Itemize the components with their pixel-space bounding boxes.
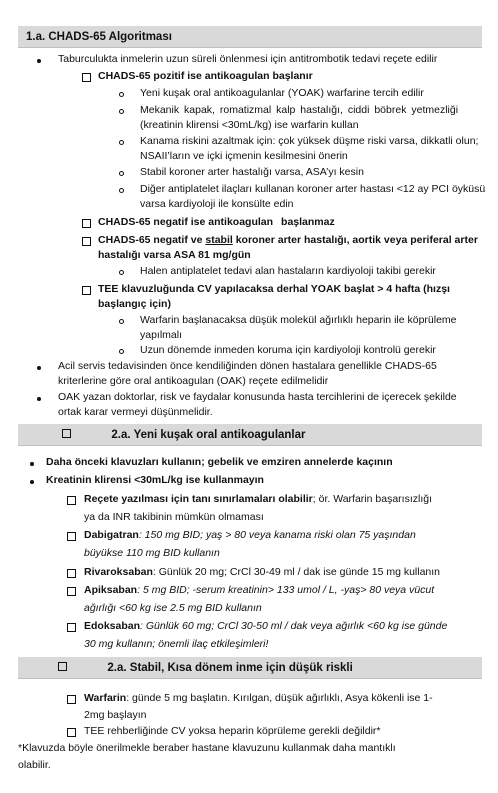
checkbox-icon — [67, 569, 76, 578]
checkbox-icon — [62, 429, 71, 438]
drug-dose-cont: 2mg başlayın — [84, 709, 147, 721]
bullet-text: Taburculukta inmelerin uzun süreli önlenmesi için antitrombotik tedavi reçete edilir — [58, 53, 438, 65]
circle-bullet-icon — [119, 92, 124, 97]
section-header-chads65 — [18, 26, 482, 48]
drug-dose-cont: ağırlığı <60 kg ise 2.5 mg BID kullanın — [84, 602, 262, 614]
drug-name: Apiksaban — [84, 584, 138, 596]
list-item: Diğer antiplatelet ilaçları kullanan koroner arter hastası <12 ay PCI öyküsü — [140, 183, 486, 195]
list-item-cont: (kreatinin klirensi <30mL/kg) ise warfarin kullan — [140, 119, 359, 131]
bullet-icon — [30, 462, 34, 466]
cad-label-b: koroner arter hastalığı, aortik veya periferal arter — [232, 234, 478, 246]
drug-name: Rivaroksaban — [84, 566, 153, 578]
section-title: 2.a. Stabil, Kısa dönem inme için düşük riskli — [107, 662, 353, 674]
checkbox-icon — [67, 623, 76, 632]
list-item: Kanama riskini azaltmak için: çok yüksek düşme riski varsa, dikkatli olun; — [140, 135, 479, 147]
footnote-cont: olabilir. — [18, 759, 51, 771]
cad-label-a: CHADS-65 negatif ve — [98, 234, 206, 246]
section-title: 2.a. Yeni kuşak oral antikoagulanlar — [111, 429, 306, 441]
prescription-note-cont: ya da INR takibinin mümkün olmaması — [84, 511, 264, 523]
circle-bullet-icon — [119, 319, 124, 324]
cad-label-cont: hastalığı varsa ASA 81 mg/gün — [98, 249, 251, 261]
list-item: Uzun dönemde inmeden koruma için kardiyoloji kontrolü gerekir — [140, 344, 436, 356]
list-item: Mekanik kapak, romatizmal kalp hastalığı, ciddi böbrek yetmezliği — [140, 104, 459, 116]
drug-dose: : Günlük 20 mg; CrCl 30-49 ml / dak ise günde 15 mg kullanın — [152, 566, 441, 578]
circle-bullet-icon — [119, 140, 124, 145]
bullet-icon — [37, 397, 41, 401]
apiksaban-item — [84, 584, 434, 597]
drug-dose-cont: 30 mg kullanın; önemli ilaç etkileşimleri! — [84, 638, 269, 650]
bullet-text-cont: ortak karar vermeyi düşünmelidir. — [58, 406, 213, 418]
bullet-text: Daha önceki klavuzları kullanın; gebelik ve emziren annelerde kaçının — [46, 456, 393, 468]
drug-dose-cont: büyükse 110 mg BID kullanın — [84, 547, 220, 559]
chads-positive-label: CHADS-65 pozitif ise antikoagulan başlanır — [98, 70, 313, 82]
circle-bullet-icon — [119, 188, 124, 193]
drug-name: Edoksaban — [84, 620, 141, 632]
circle-bullet-icon — [119, 270, 124, 275]
footnote: *Klavuzda böyle önerilmekle beraber hastane klavuzunu kullanmak daha mantıklı — [18, 742, 396, 754]
drug-name: Dabigatran — [84, 529, 139, 541]
bullet-icon — [30, 480, 34, 484]
list-item: Yeni kuşak oral antikoagulanlar (YOAK) warfarine tercih edilir — [140, 87, 424, 99]
checkbox-icon — [58, 662, 67, 671]
cad-label-underlined: stabil — [205, 234, 233, 246]
circle-bullet-icon — [119, 349, 124, 354]
drug-name: Warfarin — [84, 692, 127, 704]
section-title: 1.a. CHADS-65 Algoritması — [26, 31, 172, 43]
list-item-cont: yapılmalı — [140, 329, 183, 341]
chads-negative-label-a: CHADS-65 negatif ise antikoagulan — [98, 216, 274, 228]
dabigatran-item — [84, 529, 416, 542]
bullet-icon — [37, 59, 41, 63]
checkbox-icon — [67, 496, 76, 505]
checkbox-icon — [67, 695, 76, 704]
drug-dose: : 150 mg BID; yaş > 80 veya kanama riski olan 75 yaşından — [138, 529, 416, 541]
tee-label-cont: başlangıç için) — [98, 298, 171, 310]
chads-negative-label-b: başlanmaz — [281, 216, 335, 228]
edoksaban-item — [84, 620, 447, 633]
tee-bridging-item: TEE rehberliğinde CV yoksa heparin köprüleme gerekli değildir* — [84, 725, 381, 737]
drug-dose: : 5 mg BID; -serum kreatinin> 133 umol / L, -yaş> 80 veya vücut — [137, 584, 435, 596]
list-item-cont: NSAII’ların ve içki içmenin kesilmesini önerin — [140, 150, 348, 162]
drug-dose: : günde 5 mg başlatın. Kırılgan, düşük ağırlıklı, Asya kökenli ise 1- — [126, 692, 433, 704]
list-item: Warfarin başlanacaksa düşük molekül ağırlıklı heparin ile köprüleme — [140, 314, 457, 326]
checkbox-icon — [67, 587, 76, 596]
bullet-text: Acil servis tedavisinden önce kendiliğinden dönen hastalara genellikle CHADS-65 — [58, 360, 437, 372]
list-item: Halen antiplatelet tedavi alan hastaların kardiyoloji takibi gerekir — [140, 265, 436, 277]
checkbox-icon — [82, 237, 91, 246]
prescription-note-bold: Reçete yazılması için tanı sınırlamaları olabilir — [84, 493, 313, 505]
drug-dose: : Günlük 60 mg; CrCl 30-50 ml / dak veya ağırlık <60 kg ise günde — [140, 620, 448, 632]
bullet-icon — [37, 366, 41, 370]
checkbox-icon — [82, 73, 91, 82]
list-item: Stabil koroner arter hastalığı varsa, ASA’yı kesin — [140, 166, 364, 178]
prescription-note — [84, 493, 432, 506]
cad-label — [98, 234, 478, 247]
tee-label: TEE klavuzluğunda CV yapılacaksa derhal YOAK başlat > 4 hafta (hızşı — [98, 283, 450, 295]
bullet-text: OAK yazan doktorlar, risk ve faydalar konusunda hasta tercihlerini de içerecek şekilde — [58, 391, 457, 403]
bullet-text-cont: kriterlerine göre oral antikoagulan (OAK) reçete edilmelidir — [58, 375, 329, 387]
chads-negative-label — [98, 216, 335, 229]
checkbox-icon — [67, 728, 76, 737]
list-item-cont: varsa kardiyoloji ile konsülte edin — [140, 198, 294, 210]
checkbox-icon — [82, 286, 91, 295]
circle-bullet-icon — [119, 171, 124, 176]
rivaroksaban-item — [84, 566, 440, 579]
warfarin-item — [84, 692, 433, 705]
bullet-text: Kreatinin klirensi <30mL/kg ise kullanmayın — [46, 474, 264, 486]
prescription-note-rest: ; ör. Warfarin başarısızlığı — [312, 493, 432, 505]
section-header-stable — [18, 657, 482, 679]
section-header-yoak — [18, 424, 482, 446]
checkbox-icon — [67, 532, 76, 541]
checkbox-icon — [82, 219, 91, 228]
circle-bullet-icon — [119, 109, 124, 114]
